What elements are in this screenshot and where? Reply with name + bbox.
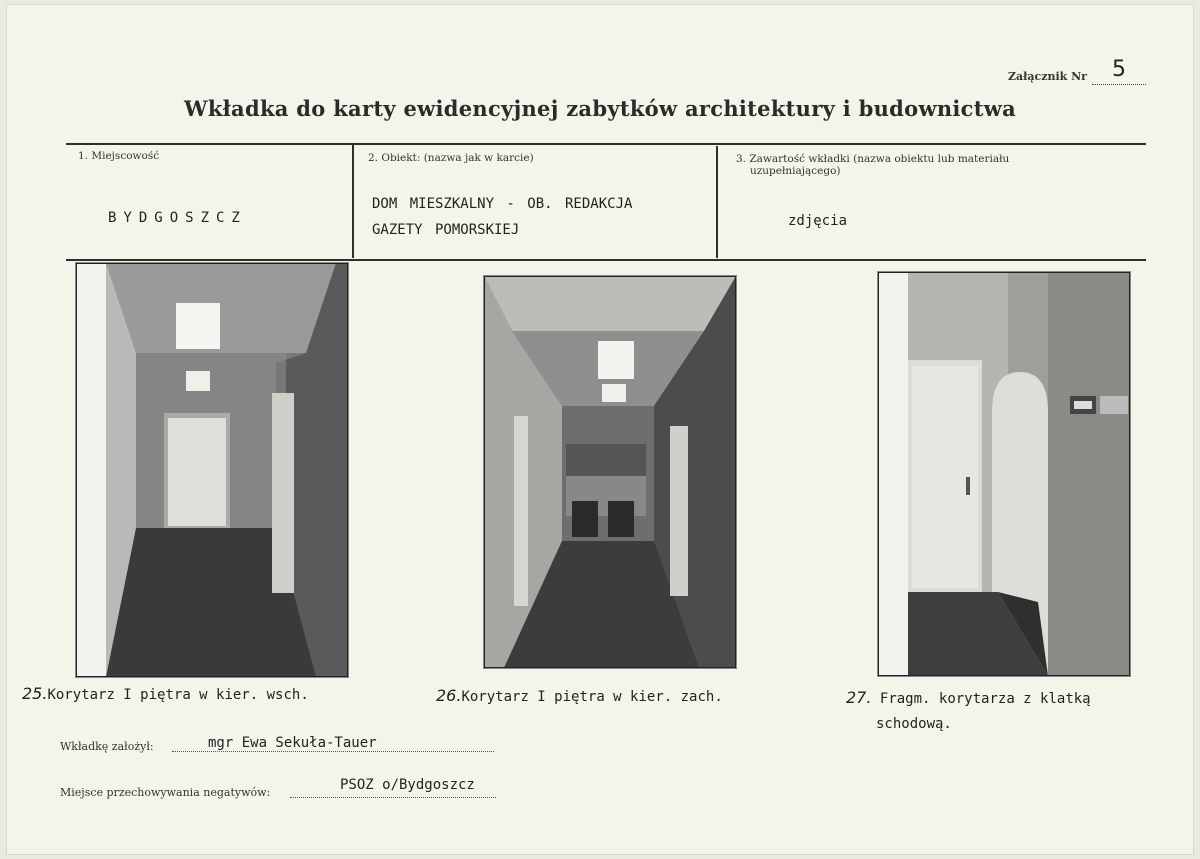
divider-2 [716,146,718,258]
caption-number: 25. [22,684,48,703]
contents-value: zdjęcia [788,213,848,229]
object-value-line1: DOM MIESZKALNY - OB. REDAKCJA [372,196,633,212]
caption-number: 26. [436,686,462,705]
page-title: Wkładka do karty ewidencyjnej zabytków architektury i budownictwa [183,96,1017,121]
caption-text: Korytarz I piętra w kier. zach. [461,689,723,705]
divider-1 [352,144,354,258]
corridor-photo-image [484,276,736,668]
caption-25 [22,681,309,708]
locality-value: BYDGOSZCZ [108,210,247,226]
locality-label: 1. Miejscowość [78,150,160,162]
contents-label-line1: 3. Zawartość wkładki (nazwa obiektu lub materiału [736,153,1010,165]
caption-27 [846,685,1091,712]
contents-label-line2: uzupełniającego) [750,165,841,177]
caption-text: Korytarz I piętra w kier. wsch. [47,687,309,703]
caption-27-line2: schodową. [876,716,952,732]
bottom-rule [66,259,1146,261]
author-value: mgr Ewa Sekuła-Tauer [208,735,377,751]
storage-label: Miejsce przechowywania negatywów: [60,786,271,799]
top-rule [66,143,1146,145]
photo-26 [484,276,736,668]
caption-text: Fragm. korytarza z klatką [879,691,1091,707]
caption-number: 27. [846,688,872,707]
caption-26 [436,683,723,710]
storage-line [290,797,496,798]
photo-27 [878,272,1130,676]
author-line [172,751,494,752]
annex-number: 5 [1092,56,1146,85]
photo-25 [76,263,348,677]
corridor-photo-image [76,263,348,677]
author-label: Wkładkę założył: [60,740,154,753]
stairwell-photo-image [878,272,1130,676]
annex-label: Załącznik Nr [1008,70,1087,83]
object-label: 2. Obiekt: (nazwa jak w karcie) [368,152,534,164]
storage-value: PSOZ o/Bydgoszcz [340,777,475,793]
object-value-line2: GAZETY POMORSKIEJ [372,222,520,238]
